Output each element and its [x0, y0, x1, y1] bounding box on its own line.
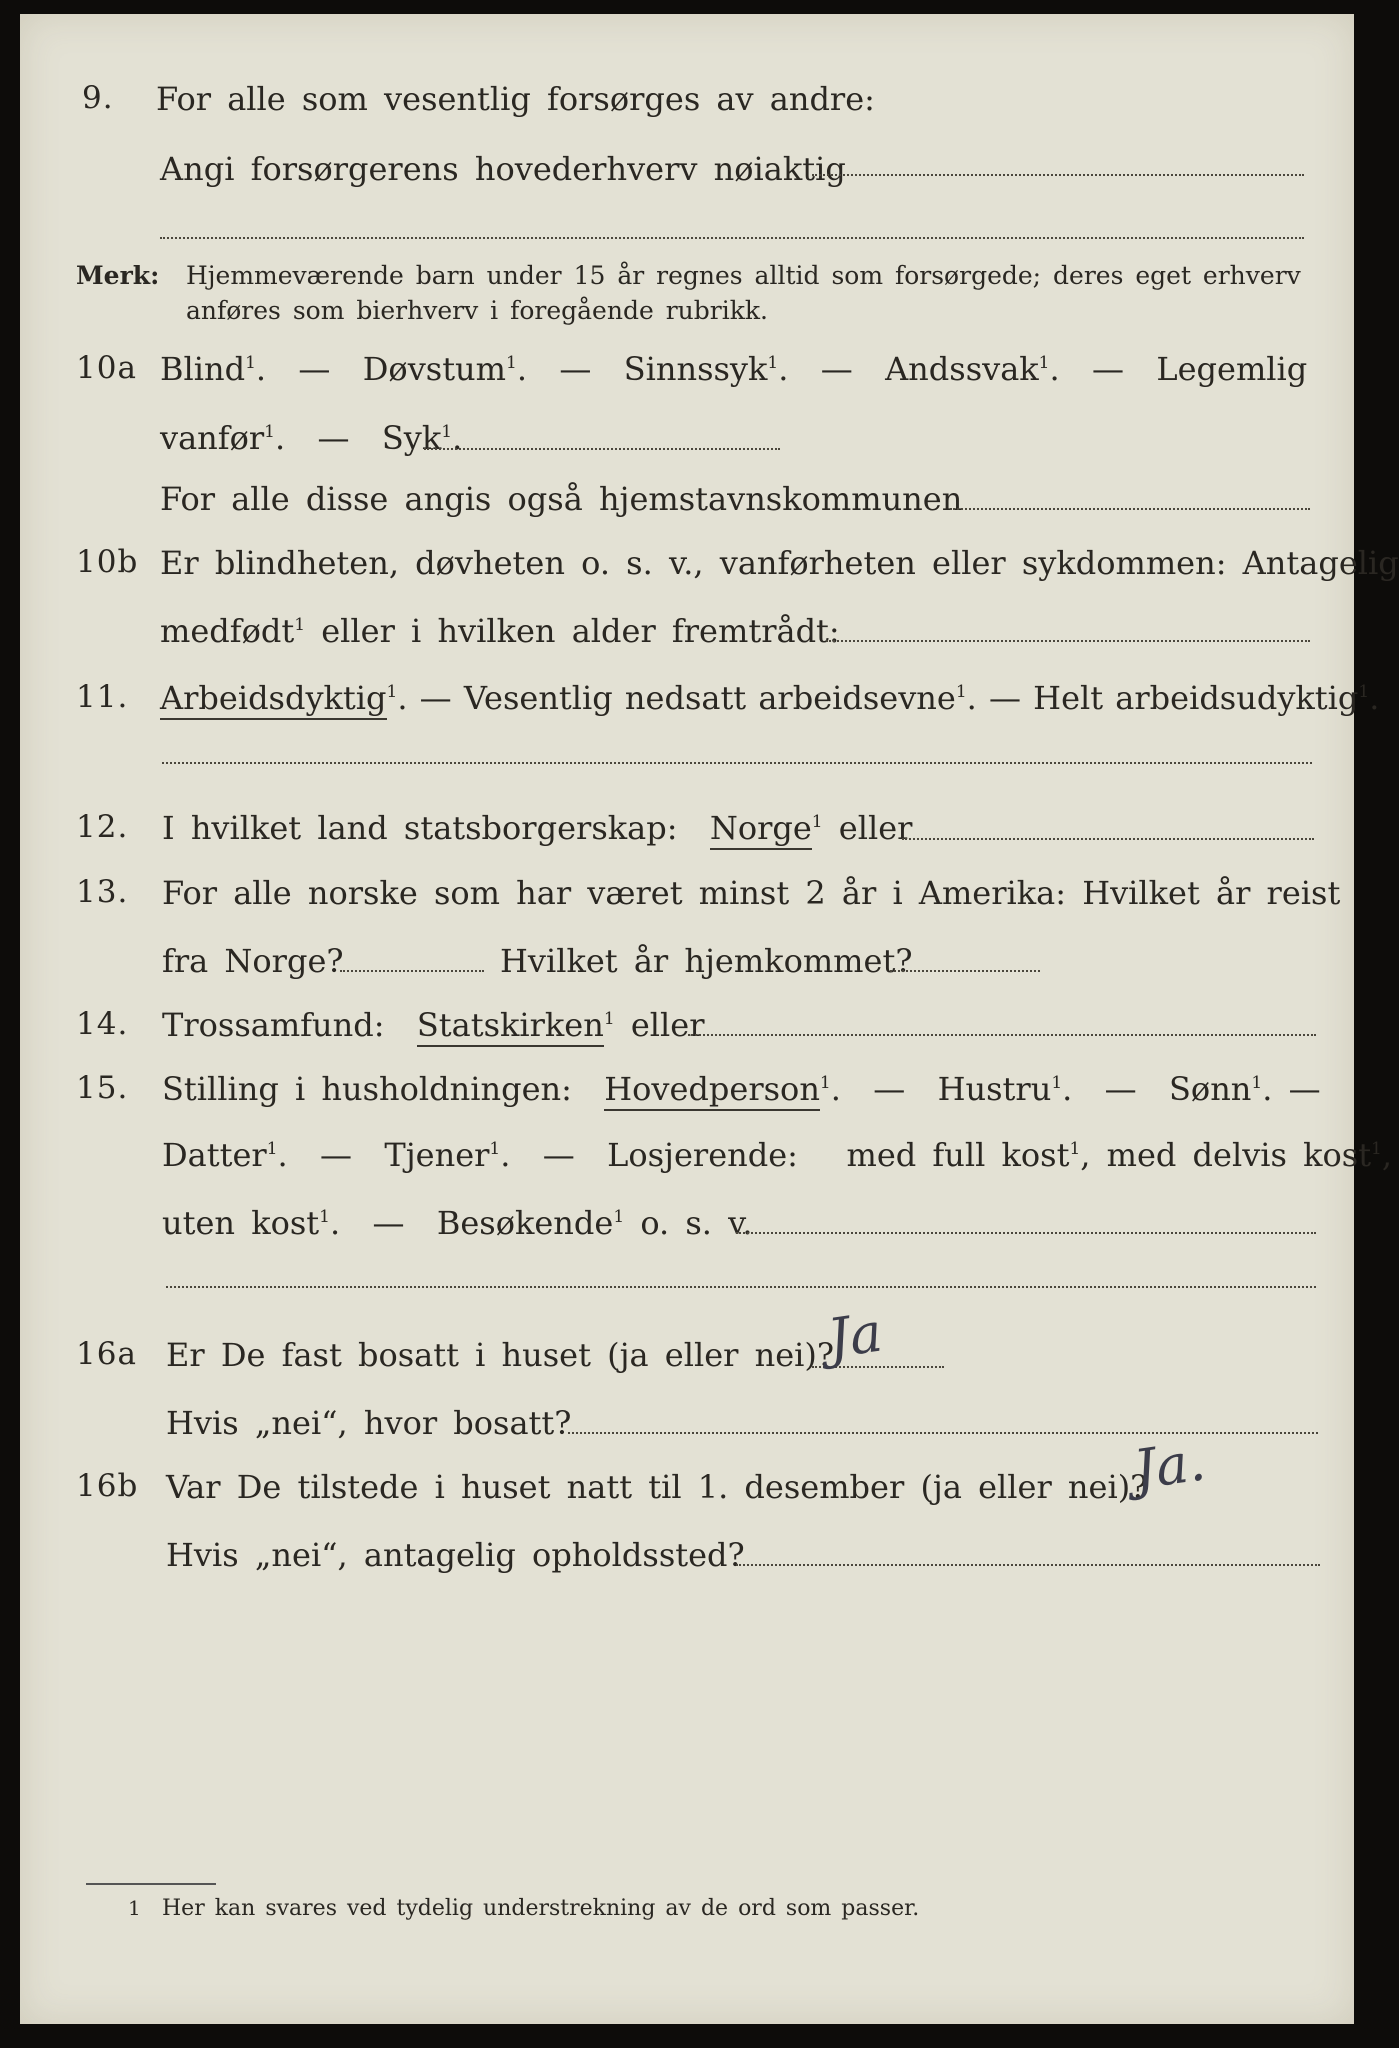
q10a-line1: 10a Blind$^1$. — Døvstum$^1$. — Sinnssyk$^1$. — Andssvak$^1$. — Legemlig	[76, 350, 1308, 388]
q10a-vanfor[interactable]: vanfør	[160, 419, 265, 457]
q10a-syk[interactable]: Syk	[381, 419, 442, 457]
q13-number: 13.	[76, 874, 129, 910]
q12-label: I hvilket land statsborgerskap:	[162, 809, 678, 847]
footnote-ref: 1	[386, 682, 398, 702]
q12-eller: eller	[838, 809, 913, 847]
q14-line	[20, 1006, 1354, 1056]
q12-number: 12.	[76, 809, 129, 845]
q12-line	[20, 809, 1354, 859]
footnote-mark: 1	[128, 1896, 141, 1920]
q15-besokende[interactable]: Besøkende	[436, 1204, 614, 1242]
q16b-number: 16b	[76, 1468, 139, 1504]
footnote-ref: 1	[266, 1139, 278, 1159]
q15-sonn[interactable]: Sønn	[1169, 1070, 1252, 1108]
footnote	[20, 1896, 1354, 1946]
q15-full-kost[interactable]: med full kost	[846, 1136, 1070, 1174]
q13-fra-norge-label: fra Norge?	[162, 942, 344, 980]
q10a-hjemstavn-field[interactable]	[950, 508, 1310, 510]
footnote-ref: 1	[294, 615, 306, 635]
footnote-ref: 1	[603, 1009, 615, 1029]
q10a-dovstum[interactable]: Døvstum	[362, 350, 506, 388]
q10a-legemlig[interactable]: Legemlig	[1156, 350, 1308, 388]
footnote-text: Her kan svares ved tydelig understrekning av de ord som passer.	[162, 1896, 920, 1921]
footnote-ref: 1	[613, 1207, 625, 1227]
q15-tjener[interactable]: Tjener	[384, 1136, 490, 1174]
footnote-ref: 1	[1051, 1073, 1063, 1093]
footnote-ref: 1	[1069, 1139, 1081, 1159]
q15-uten-kost[interactable]: uten kost	[162, 1204, 320, 1242]
footnote-rule	[86, 1883, 216, 1885]
q11-number: 11.	[76, 679, 129, 715]
q16b-label: Var De tilstede i huset natt til 1. desember (ja eller nei)?	[166, 1468, 1148, 1506]
q10b-medfodt[interactable]: medfødt	[160, 612, 295, 650]
q9-answer-field-2[interactable]	[160, 237, 1304, 239]
q10b-text: Er blindheten, døvheten o. s. v., vanførheten eller sykdommen: Antagelig	[160, 544, 1399, 582]
q10a-syk-field[interactable]	[424, 448, 780, 450]
q16b-opholdssted-label: Hvis „nei“, antagelig opholdssted?	[166, 1536, 745, 1574]
q12-norge[interactable]: Norge	[710, 809, 812, 850]
q9-hovederhverv-label: Angi forsørgerens hovederhverv nøiaktig	[160, 150, 846, 188]
q10a-number: 10a	[76, 350, 137, 386]
footnote-ref: 1	[264, 422, 275, 442]
footnote-ref: 1	[1358, 682, 1370, 702]
q14-answer-field[interactable]	[688, 1034, 1316, 1036]
footnote-ref: 1	[767, 353, 779, 373]
merk-text-1: Hjemmeværende barn under 15 år regnes alltid som forsørgede; deres eget erhverv	[186, 261, 1301, 290]
q9-line1	[20, 80, 1354, 130]
footnote-ref: 1	[955, 682, 967, 702]
merk-line2	[20, 296, 1354, 346]
q10b-line1	[20, 544, 1399, 594]
q9-text: For alle som vesentlig forsørges av andre:	[156, 80, 875, 118]
q10a-hjemstavn-label: For alle disse angis også hjemstavnskommunen	[160, 480, 963, 518]
q10a-line3	[20, 480, 1354, 530]
q14-number: 14.	[76, 1006, 129, 1042]
merk-text-2: anføres som bierhverv i foregående rubrikk.	[186, 296, 768, 325]
q15-number: 15.	[76, 1070, 129, 1106]
q15-delvis-kost[interactable]: med delvis kost	[1106, 1136, 1372, 1174]
q10a-andssvak[interactable]: Andssvak	[885, 350, 1039, 388]
q13-line2	[20, 942, 1354, 992]
q16a-number: 16a	[76, 1336, 137, 1372]
footnote-ref: 1	[1251, 1073, 1263, 1093]
q16a-line1	[20, 1336, 1354, 1386]
q10a-sinnssyk[interactable]: Sinnssyk	[623, 350, 768, 388]
footnote-ref: 1	[319, 1207, 330, 1227]
q11-line: 11. Arbeidsdyktig$^1$. — Vesentlig nedsatt arbeidsevne$^1$. — Helt arbeidsudyktig$^1$.	[20, 679, 1354, 729]
q15-line1: 15. Stilling i husholdningen: Hovedperson$^1$. — Hustru$^1$. — Sønn$^1$. —	[20, 1070, 1354, 1120]
q14-eller: eller	[630, 1006, 705, 1044]
q15-hovedperson[interactable]: Hovedperson	[604, 1070, 820, 1111]
footnote-ref: 1	[811, 812, 823, 832]
q13-text: For alle norske som har været minst 2 år i Amerika: Hvilket år reist	[162, 874, 1341, 912]
q10b-alder-field[interactable]	[826, 640, 1310, 642]
q15-answer-field[interactable]	[736, 1232, 1316, 1234]
q10a-blind[interactable]: Blind	[160, 350, 246, 388]
q15-losjerende: Losjerende:	[607, 1136, 798, 1174]
census-form-page	[20, 14, 1399, 2024]
q15-answer-field-2[interactable]	[166, 1286, 1316, 1288]
q11-nedsatt[interactable]: — Vesentlig nedsatt arbeidsevne	[419, 679, 956, 717]
q10a-line2: vanfør$^1$. — Syk$^1$.	[160, 419, 463, 457]
q12-answer-field[interactable]	[902, 838, 1314, 840]
q11-answer-field[interactable]	[162, 762, 1312, 764]
q15-hustru[interactable]: Hustru	[937, 1070, 1052, 1108]
q16a-hvor-bosatt-label: Hvis „nei“, hvor bosatt?	[166, 1404, 572, 1442]
footnote-ref: 1	[489, 1139, 501, 1159]
q11-arbeidsdyktig[interactable]: Arbeidsdyktig	[160, 679, 387, 720]
q16b-opholdssted-field[interactable]	[736, 1564, 1320, 1566]
q16b-handwritten-answer[interactable]: Ja.	[1129, 1429, 1210, 1502]
q15-label: Stilling i husholdningen:	[162, 1070, 572, 1108]
q16a-handwritten-answer[interactable]: Ja	[823, 1300, 886, 1371]
q15-datter[interactable]: Datter	[162, 1136, 267, 1174]
footnote-ref: 1	[1038, 353, 1050, 373]
q15-osv: o. s. v.	[640, 1204, 753, 1242]
merk-label: Merk:	[76, 261, 160, 290]
q10b-alder-label: eller i hvilken alder fremtrådt:	[321, 612, 840, 650]
q13-line1	[20, 874, 1354, 924]
footnote-ref: 1	[1371, 1139, 1382, 1159]
q13-hjemkommet-field[interactable]	[890, 970, 1040, 972]
footnote-ref: 1	[819, 1073, 831, 1093]
footnote-ref: 1	[245, 353, 256, 373]
q16a-label: Er De fast bosatt i huset (ja eller nei)?	[166, 1336, 835, 1374]
q9-number: 9.	[82, 80, 114, 116]
q10b-number: 10b	[76, 544, 139, 580]
footnote-ref: 1	[506, 353, 517, 373]
q10b-line2	[20, 612, 1354, 662]
footnote-ref: 1	[441, 422, 453, 442]
q9-answer-field[interactable]	[812, 174, 1304, 176]
q13-fra-norge-field[interactable]	[340, 970, 484, 972]
q15-line3: uten kost$^1$. — Besøkende$^1$ o. s. v.	[162, 1204, 753, 1242]
q16b-line2	[20, 1536, 1354, 1586]
q13-hjemkommet-label: Hvilket år hjemkommet?	[500, 942, 913, 980]
q11-udyktig[interactable]: — Helt arbeidsudyktig	[989, 679, 1359, 717]
q15-line2: Datter$^1$. — Tjener$^1$. — Losjerende: med full kost$^1$, med delvis kost$^1$,	[162, 1136, 1393, 1174]
q16a-hvor-bosatt-field[interactable]	[568, 1432, 1318, 1434]
q14-statskirken[interactable]: Statskirken	[417, 1006, 604, 1047]
q14-label: Trossamfund:	[162, 1006, 385, 1044]
